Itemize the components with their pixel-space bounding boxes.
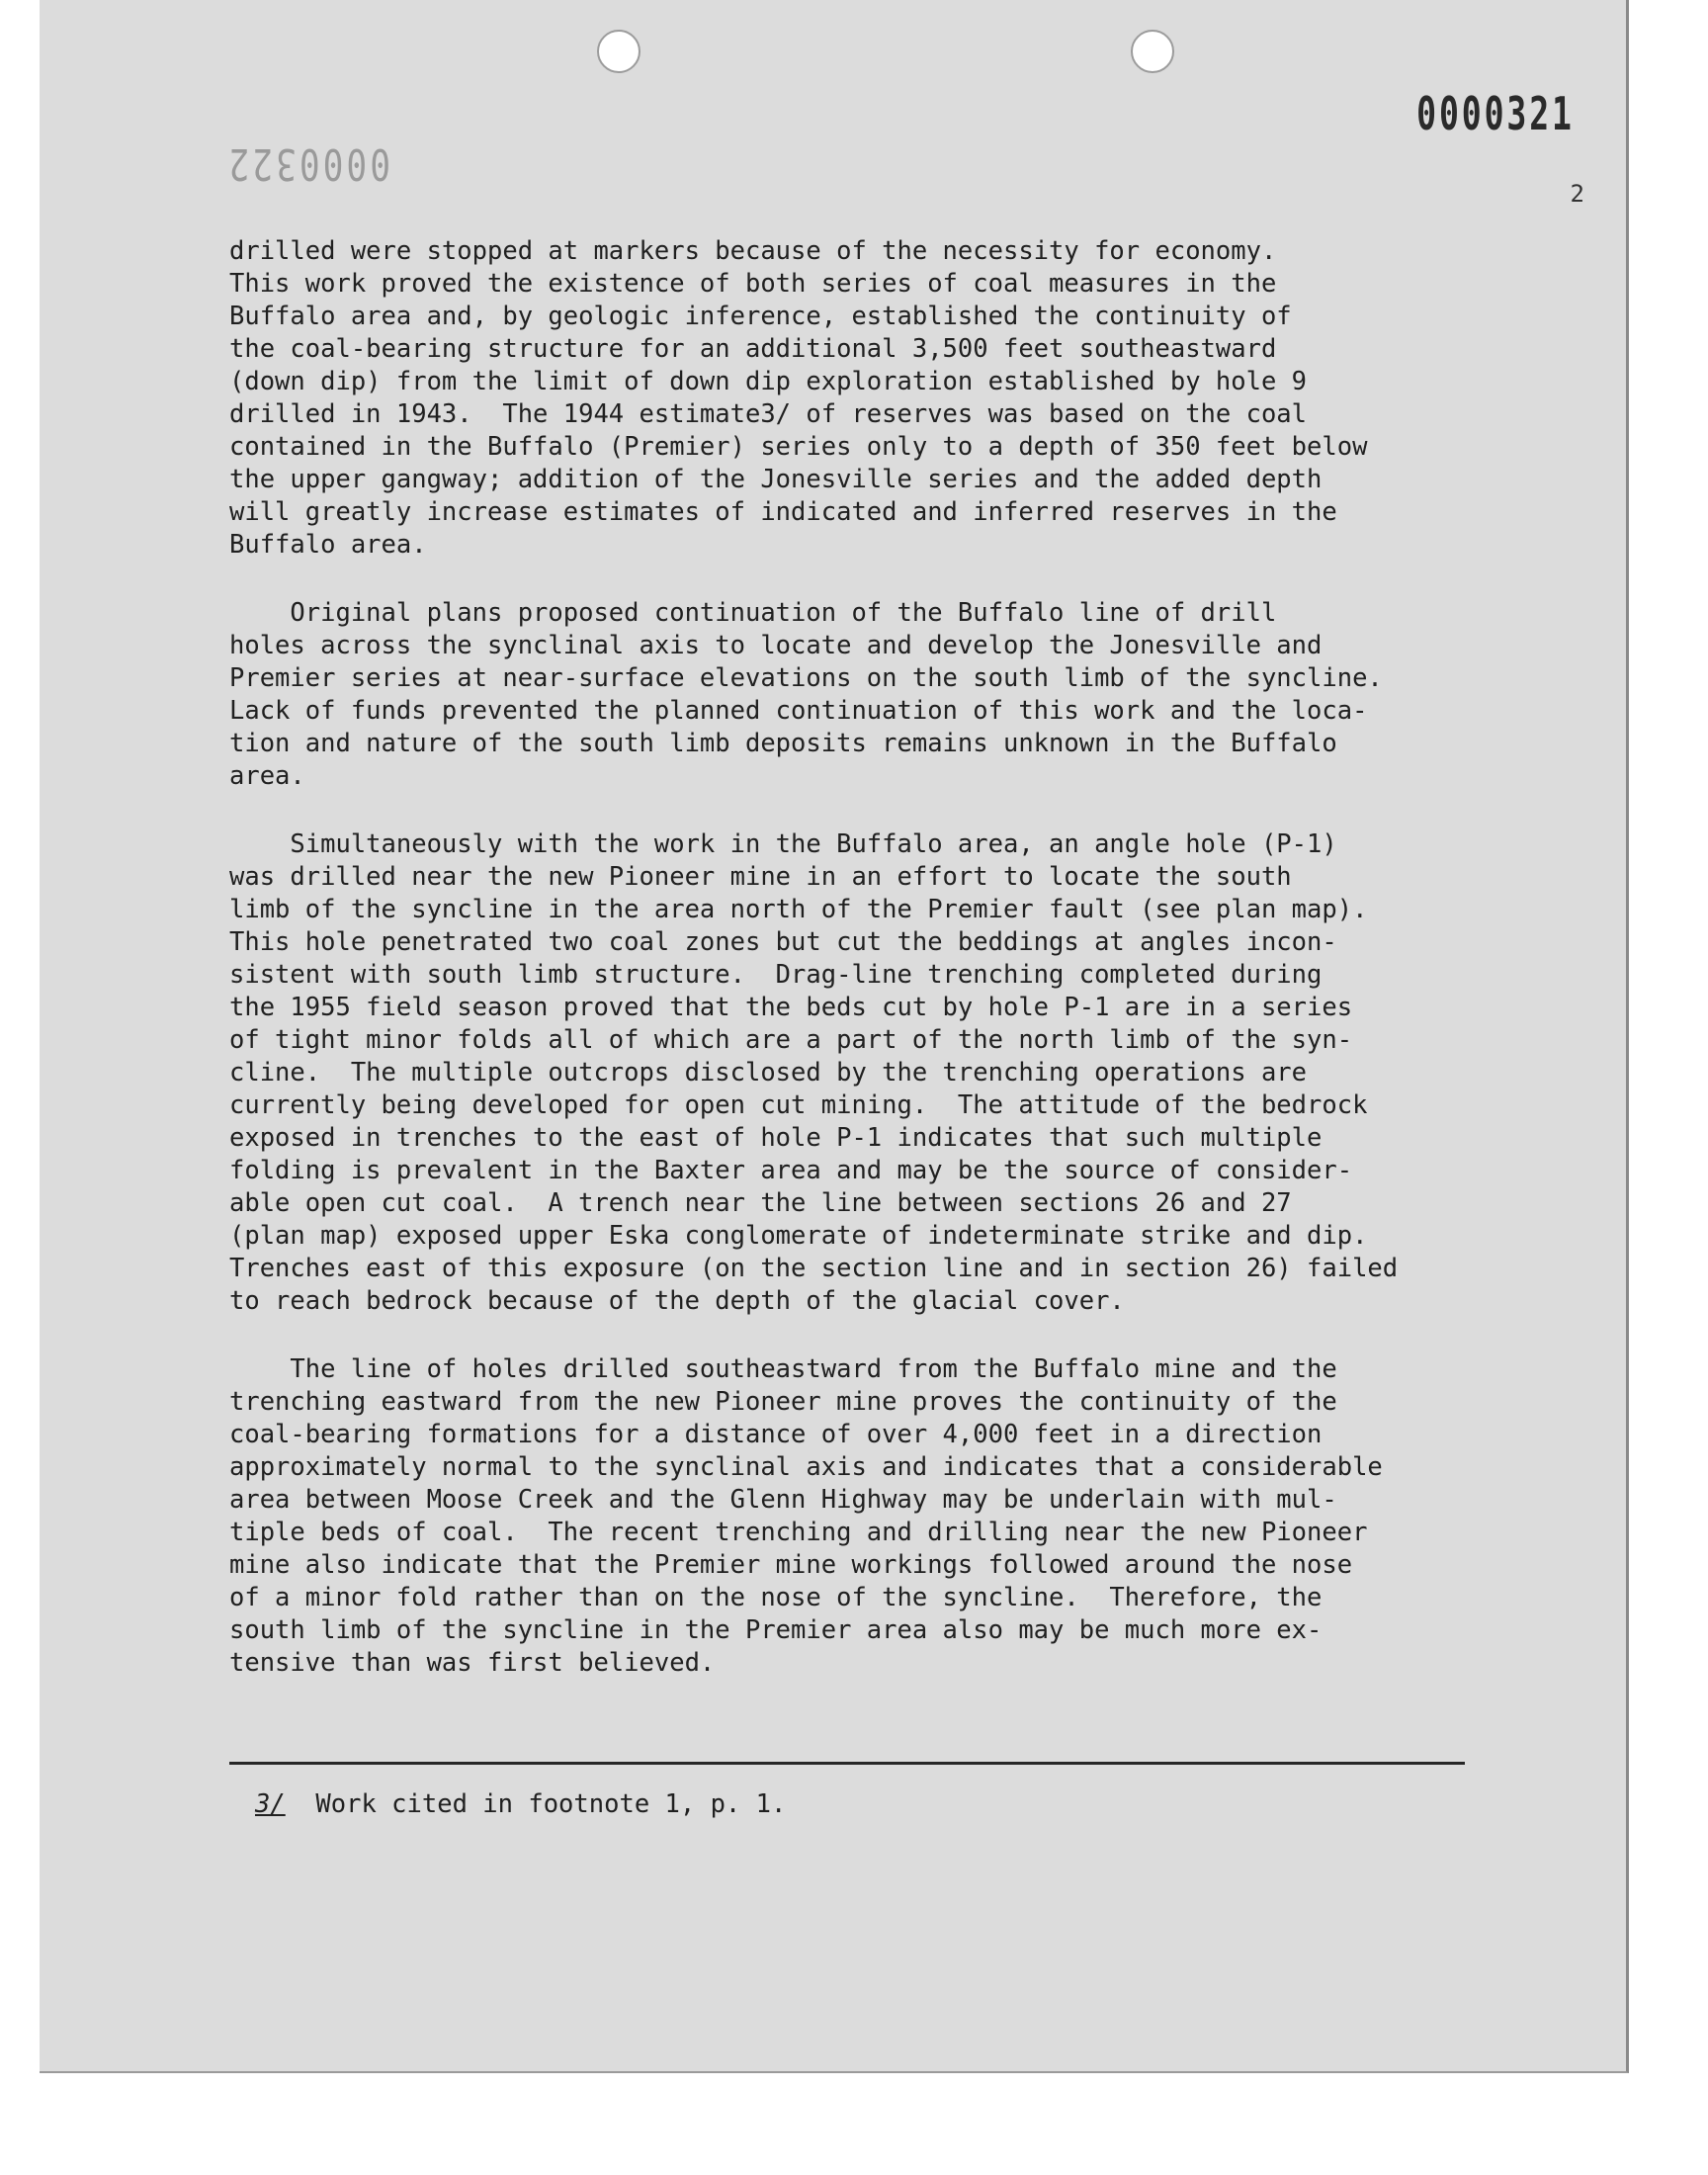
- document-stamp-number: 0000321: [1416, 87, 1575, 140]
- footnote: [255, 1789, 786, 1819]
- body-text: [229, 235, 1554, 1715]
- footnote-text: Work cited in footnote 1, p. 1.: [285, 1789, 787, 1819]
- footnote-marker: 3/: [255, 1789, 286, 1819]
- bleed-through-stamp-number: 0000322: [225, 138, 390, 189]
- page-number: 2: [1570, 180, 1584, 208]
- punch-hole-right: [1131, 30, 1174, 73]
- paragraph: The line of holes drilled southeastward from the Buffalo mine and the trenching eastward from the new Pioneer mine proves the continuity of the coal-bearing formations for a distance of over 4,000 feet in a direction approximately normal to the synclinal axis and indicates that a considerable area between Moose Creek and the Glenn Highway may be underlain with mul- tiple beds of coal. The recent trenching and drilling near the new Pioneer mine also indicate that the Premier mine workings followed around the nose of a minor fold rather than on the nose of the syncline. Therefore, the south limb of the syncline in the Premier area also may be much more ex- tensive than was first believed.: [229, 1354, 1383, 1678]
- paragraph: drilled were stopped at markers because of the necessity for economy. This work proved the existence of both series of coal measures in the Buffalo area and, by geologic inference, established the continuity of the coal-bearing structure for an additional 3,500 feet southeastward (down dip) from the limit of down dip exploration established by hole 9 drilled in 1943. The 1944 estimate3/ of reserves was based on the coal contained in the Buffalo (Premier) series only to a depth of 350 feet below the upper gangway; addition of the Jonesville series and the added depth will greatly increase estimates of indicated and inferred reserves in the Buffalo area.: [229, 236, 1368, 560]
- footnote-divider: [229, 1762, 1465, 1765]
- paragraph: Original plans proposed continuation of the Buffalo line of drill holes across the synclinal axis to locate and develop the Jonesville and Premier series at near-surface elevations on the south limb of the syncline. Lack of funds prevented the planned continuation of this work and the loca- tion and nature of the south limb deposits remains unknown in the Buffalo area.: [229, 598, 1383, 791]
- punch-hole-left: [597, 30, 640, 73]
- paragraph: Simultaneously with the work in the Buffalo area, an angle hole (P-1) was drilled near the new Pioneer mine in an effort to locate the south limb of the syncline in the area north of the Premier fault (see plan map). This hole penetrated two coal zones but cut the beddings at angles incon- sistent with south limb structure. Drag-line trenching completed during the 1955 field season proved that the beds cut by hole P-1 are in a series of tight minor folds all of which are a part of the north limb of the syn- cline. The multiple outcrops disclosed by the trenching operations are currently being developed for open cut mining. The attitude of the bedrock exposed in trenches to the east of hole P-1 indicates that such multiple folding is prevalent in the Baxter area and may be the source of consider- able open cut coal. A trench near the line between sections 26 and 27 (plan map) exposed upper Eska conglomerate of indeterminate strike and dip. Trenches east of this exposure (on the section line and in section 26) failed to reach bedrock because of the depth of the glacial cover.: [229, 829, 1399, 1316]
